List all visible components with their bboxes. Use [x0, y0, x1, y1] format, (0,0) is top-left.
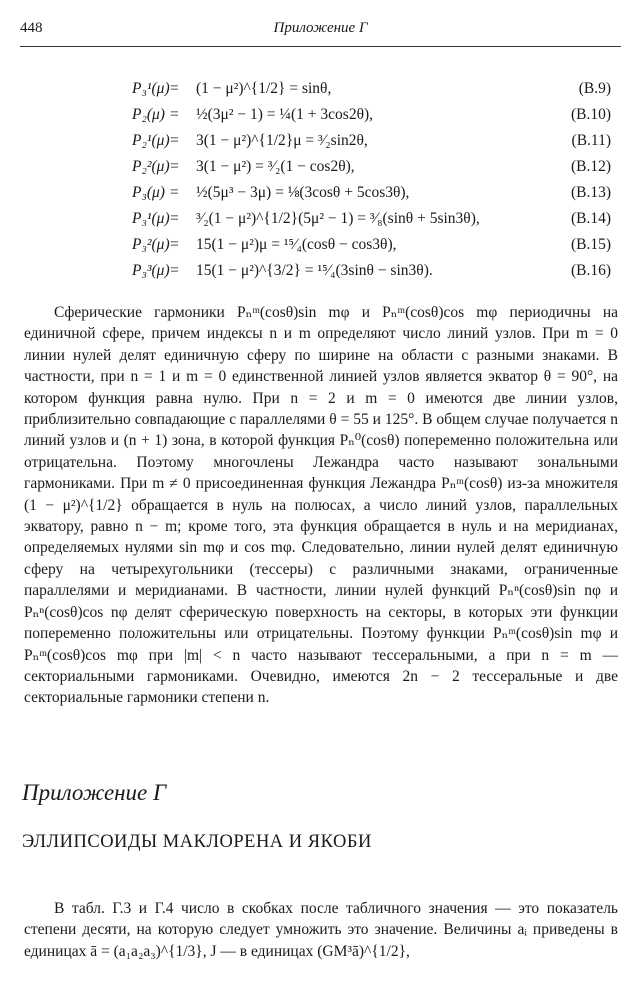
equation-lhs: P₃(μ) — [132, 184, 165, 201]
equation-number: (B.14) — [570, 210, 611, 227]
page-header — [20, 20, 621, 42]
equation-lhs: P₂¹(μ) — [132, 132, 170, 149]
equation-number: (B.9) — [578, 80, 611, 97]
equation-rhs: 3(1 − μ²) = ³⁄₂(1 − cos2θ), — [196, 158, 355, 175]
equation-number: (B.13) — [570, 184, 611, 201]
equation-row: P₃¹(μ) = ³⁄₂(1 − μ²)^{1/2}(5μ² − 1) = ³⁄₈(sinθ + 5sin3θ), (B.14) — [132, 210, 611, 227]
equation-lhs: P₂²(μ) — [132, 158, 170, 175]
equation-row: P₃¹(μ) = (1 − μ²)^{1/2} = sinθ, (B.9) — [132, 80, 611, 97]
equation-number: (B.10) — [570, 106, 611, 123]
equation-row: P₂²(μ) = 3(1 − μ²) = ³⁄₂(1 − cos2θ), (B.12) — [132, 158, 611, 175]
equation-rhs: ³⁄₂(1 − μ²)^{1/2}(5μ² − 1) = ³⁄₈(sinθ + 5sin3θ), — [196, 210, 480, 227]
equation-row: P₂(μ) = ½(3μ² − 1) = ¼(1 + 3cos2θ), (B.10) — [132, 106, 611, 123]
equation-row: P₂¹(μ) = 3(1 − μ²)^{1/2}μ = ³⁄₂sin2θ, (B.11) — [132, 132, 611, 149]
equation-rhs: 15(1 − μ²)^{3/2} = ¹⁵⁄₄(3sinθ − sin3θ). — [196, 262, 433, 279]
equation-lhs: P₂(μ) — [132, 106, 165, 123]
spherical-harmonics-paragraph — [24, 302, 618, 709]
equation-row: P₃(μ) = ½(5μ³ − 3μ) = ⅛(3cosθ + 5cos3θ), (B.13) — [132, 184, 611, 201]
equation-lhs: P₃¹(μ) — [132, 210, 170, 227]
equation-rhs: 15(1 − μ²)μ = ¹⁵⁄₄(cosθ − cos3θ), — [196, 236, 397, 253]
equation-number: (B.11) — [571, 132, 611, 149]
equation-rhs: ½(5μ³ − 3μ) = ⅛(3cosθ + 5cos3θ), — [196, 184, 410, 201]
header-rule — [20, 46, 621, 47]
running-title: Приложение Г — [273, 20, 368, 36]
equation-rhs: 3(1 − μ²)^{1/2}μ = ³⁄₂sin2θ, — [196, 132, 368, 149]
equation-number: (B.15) — [570, 236, 611, 253]
equation-row: P₃²(μ) = 15(1 − μ²)μ = ¹⁵⁄₄(cosθ − cos3θ), (B.15) — [132, 236, 611, 253]
tables-intro-paragraph — [24, 898, 618, 962]
equation-lhs: P₃²(μ) — [132, 236, 170, 253]
page-number: 448 — [20, 20, 43, 36]
section-title: ЭЛЛИПСОИДЫ МАКЛОРЕНА И ЯКОБИ — [22, 832, 372, 852]
equation-rhs: (1 − μ²)^{1/2} = sinθ, — [196, 80, 332, 97]
equation-lhs: P₃³(μ) — [132, 262, 170, 279]
equation-lhs: P₃¹(μ) — [132, 80, 170, 97]
equation-rhs: ½(3μ² − 1) = ¼(1 + 3cos2θ), — [196, 106, 374, 123]
equation-number: (B.12) — [570, 158, 611, 175]
equation-number: (B.16) — [570, 262, 611, 279]
appendix-title: Приложение Г — [22, 780, 167, 805]
body-paragraph: В табл. Г.3 и Г.4 число в скобках после табличного значения — это показатель степени десяти, на которую следует умножить это значение. Величины aᵢ приведены в единицах ā = (a₁a₂a₃)^{1/3}, J — в единицах (GM³ā)^{1/2}, — [24, 900, 618, 960]
equation-row: P₃³(μ) = 15(1 − μ²)^{3/2} = ¹⁵⁄₄(3sinθ − sin3θ). (B.16) — [132, 262, 611, 279]
body-paragraph: Сферические гармоники Pₙᵐ(cosθ)sin mφ и Pₙᵐ(cosθ)cos mφ периодичны на единичной сфере, причем индексы n и m определяют число линий узлов. При m = 0 линии нулей делят единичную сферу по ширине на области с разными знаками. В частности, при n = 1 и m = 0 единственной линией узлов является экватор θ = 90°, на котором функция равна нулю. При n = 2 и m = 0 имеются две линии узлов, приблизительно совпадающие с параллелями θ = 55 и 125°. В общем случае получается n линий узлов и (n + 1) зона, в которой функция Pₙ⁰(cosθ) попеременно положительна или отрицательна. Поэтому многочлены Лежандра часто называют зональными гармониками. При m ≠ 0 присоединенная функция Лежандра Pₙᵐ(cosθ) из-за множителя (1 − μ²)^{1/2} обращается в нуль на полюсах, а число линий узлов, параллельных экватору, равно n − m; кроме того, эта функция обращается в нуль и на меридианах, определяемых нулями sin mφ и cos mφ. Следовательно, линии нулей делят единичную сферу на четырехугольники (тессеры) с различными знаками, ограниченные параллелями и меридианами. В частности, линии нулей функций Pₙⁿ(cosθ)sin nφ и Pₙⁿ(cosθ)cos nφ делят сферическую поверхность на секторы, в которых эти функции попеременно положительны или отрицательны. Поэтому функции Pₙᵐ(cosθ)sin mφ и Pₙᵐ(cosθ)cos mφ при |m| < n часто называют тессеральными, а при n = m — секториальными гармониками. Очевидно, имеются 2n − 2 тессеральные и две секториальные гармоники степени n. — [24, 304, 618, 707]
